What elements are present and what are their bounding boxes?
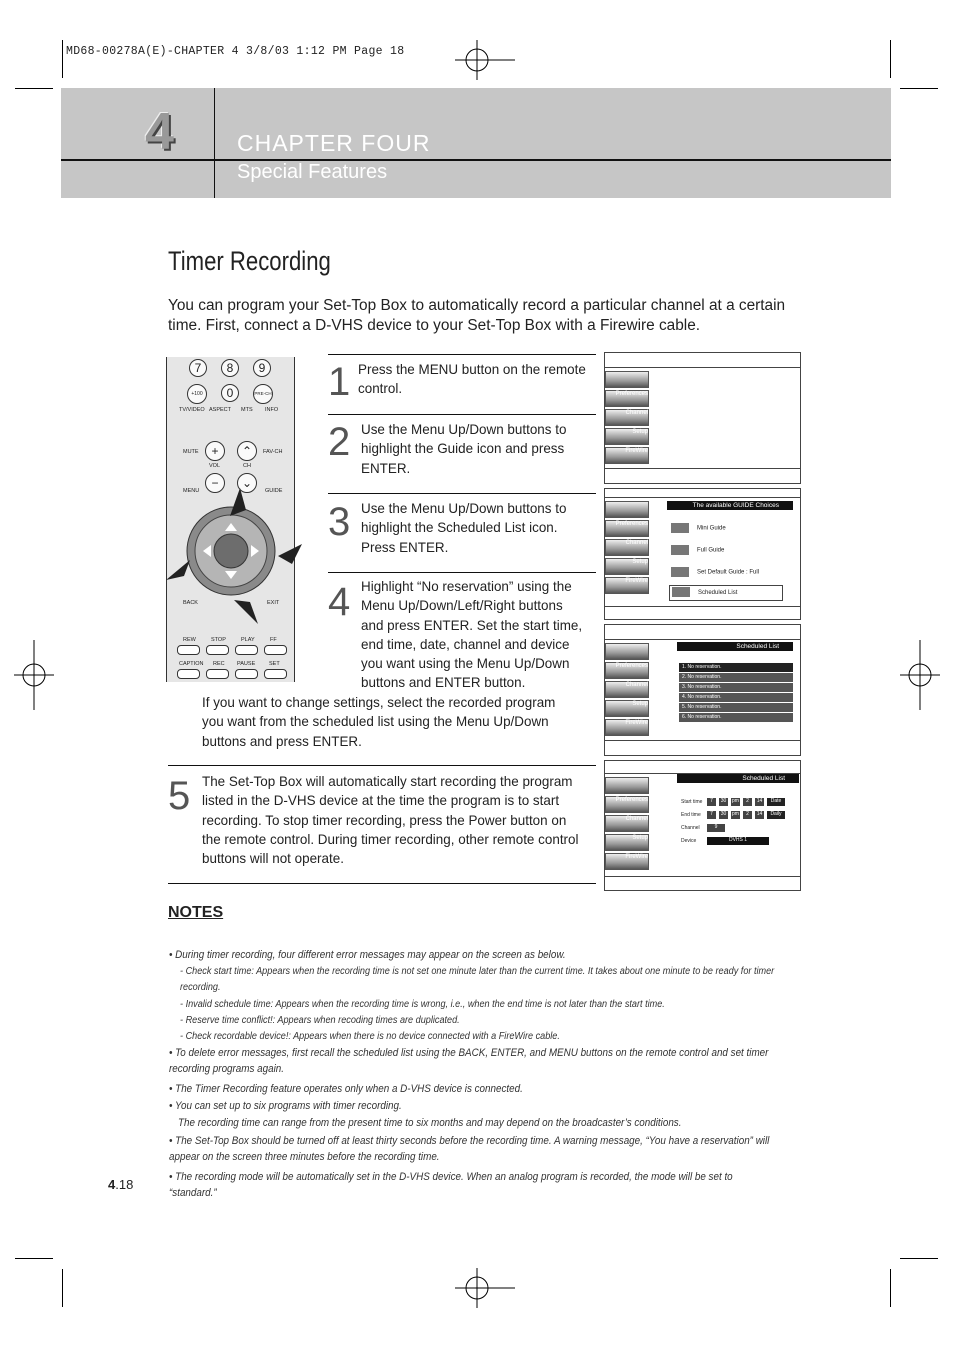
time-field: 14 — [756, 798, 763, 804]
screen-main-menu — [604, 352, 801, 484]
registration-mark-icon — [900, 640, 940, 710]
time-field: 30 — [720, 798, 727, 804]
remote-label: INFO — [265, 407, 279, 413]
crop-mark — [62, 40, 63, 78]
menu-item: Channel — [605, 681, 649, 698]
remote-label: BACK — [183, 600, 198, 606]
time-field: 30 — [720, 811, 727, 817]
reservation-row: 1. No reservation. — [679, 663, 793, 672]
note-item: • The Set-Top Box should be turned off at least thirty seconds before the recording time. A warning message, “You have a reservation” will appear on the screen three minutes before the recording time. — [169, 1135, 770, 1163]
remote-digit-button: +100 — [187, 384, 207, 404]
step-number: 2 — [328, 420, 351, 464]
channel-up-button: ⌃ — [237, 441, 257, 461]
note-subitem: - Reserve time conflict!: Appears when recoding times are duplicated. — [180, 1015, 460, 1026]
step-number: 1 — [328, 360, 351, 404]
section-title: Special Features — [237, 161, 388, 183]
remote-label: REC — [213, 661, 225, 667]
field-label: Channel — [681, 825, 700, 831]
step-divider — [328, 414, 596, 415]
registration-mark-icon — [14, 640, 54, 710]
guide-option-label: Full Guide — [697, 547, 725, 554]
step-text: Press the MENU button on the remote control. — [358, 361, 586, 397]
end-time-fields — [707, 811, 785, 819]
remote-label: TV/VIDEO — [179, 407, 205, 413]
note-item: • The Timer Recording feature operates only when a D-VHS device is connected. — [169, 1083, 523, 1095]
remote-label: ASPECT — [209, 407, 232, 413]
guide-option-icon — [671, 523, 689, 533]
time-field: pm — [732, 798, 739, 804]
remote-label: GUIDE — [265, 488, 283, 494]
menu-item: Preferences — [605, 520, 649, 537]
menu-item: FireWire — [605, 447, 649, 464]
remote-label: CAPTION — [179, 661, 204, 667]
header-divider — [214, 88, 215, 198]
remote-label: SET — [269, 661, 280, 667]
remote-label: MTS — [241, 407, 253, 413]
reservation-row: 6. No reservation. — [679, 713, 793, 722]
transport-buttons — [177, 645, 287, 655]
time-field: 7 — [707, 798, 716, 806]
remote-label: FAV-CH — [263, 449, 283, 455]
remote-digit-button: 0 — [221, 384, 239, 402]
screen-guide-choices — [604, 488, 801, 620]
remote-label: MENU — [183, 488, 200, 494]
step-divider — [328, 493, 596, 494]
note-item: • The recording mode will be automatically set in the D-VHS device. When an analog program is recorded, the mode will be set to “standard.” — [169, 1171, 733, 1199]
screen-scheduled-list — [604, 624, 801, 756]
remote-label: FF — [270, 637, 277, 643]
channel-field: 9 — [707, 824, 725, 832]
crop-mark — [890, 1269, 891, 1307]
chapter-header — [61, 88, 891, 198]
reservation-row: 4. No reservation. — [679, 693, 793, 702]
guide-option-icon — [671, 545, 689, 555]
page-index: .18 — [115, 1177, 134, 1192]
menu-item — [605, 501, 649, 518]
menu-item: Channel — [605, 815, 649, 832]
note-subitem: - Invalid schedule time: Appears when the recording time is wrong, i.e., when the end time is not later than the start time. — [180, 999, 665, 1010]
time-field: 14 — [756, 811, 763, 817]
remote-digit-button: 9 — [253, 359, 271, 377]
guide-option-selected — [669, 585, 783, 601]
page-number — [108, 1177, 133, 1192]
menu-item: Channel — [605, 409, 649, 426]
remote-digit-button: PRE-CH — [253, 384, 273, 404]
page-title: Timer Recording — [168, 246, 331, 276]
crop-mark — [900, 88, 938, 89]
note-item: • To delete error messages, first recall the scheduled list using the BACK, ENTER, and MENU buttons on the remote control and set timer recording programs again. — [169, 1047, 769, 1075]
remote-label: VOL — [209, 463, 221, 469]
reservation-row: 3. No reservation. — [679, 683, 793, 692]
time-field: 7 — [707, 811, 716, 819]
note-subitem: - Check start time: Appears when the recording time is not set one minute later than the current time. It takes about one minute to be ready for timer recording. — [180, 966, 775, 993]
registration-mark-icon — [455, 40, 515, 80]
time-field: 2 — [743, 798, 752, 806]
print-slug: MD68-00278A(E)-CHAPTER 4 3/8/03 1:12 PM Page 18 — [66, 45, 405, 58]
menu-item: Setup — [605, 558, 649, 575]
page-chapter: 4 — [108, 1177, 116, 1192]
menu-item: FireWire — [605, 577, 649, 594]
guide-option — [671, 545, 724, 555]
menu-item: Setup — [605, 834, 649, 851]
menu-item: Channel — [605, 539, 649, 556]
remote-label: REW — [183, 637, 196, 643]
date-field: Date — [767, 798, 785, 806]
menu-item: Preferences — [605, 662, 649, 679]
menu-item — [605, 777, 649, 794]
start-time-fields — [707, 798, 785, 806]
remote-label: PAUSE — [237, 661, 256, 667]
step-extra-text: If you want to change settings, select the recorded program you want from the scheduled list using the Menu Up/Down buttons and press ENTER. — [202, 694, 556, 749]
guide-option-icon — [671, 567, 689, 577]
transport-buttons — [177, 669, 287, 679]
menu-item: FireWire — [605, 853, 649, 870]
channel-down-button: ⌄ — [237, 473, 257, 493]
step-text: Use the Menu Up/Down buttons to highlight the Scheduled List icon. Press ENTER. — [361, 500, 567, 555]
time-field: pm — [732, 811, 739, 817]
menu-item: Preferences — [605, 390, 649, 407]
date-field: Daily — [767, 811, 785, 819]
note-item: • You can set up to six programs with timer recording. — [169, 1100, 402, 1112]
pointer-arrow-icon — [160, 480, 310, 630]
step-text: Use the Menu Up/Down buttons to highlight the Guide icon and press ENTER. — [361, 421, 567, 476]
guide-option-label: Scheduled List — [698, 590, 738, 596]
step-text: The Set-Top Box will automatically start recording the program listed in the D-VHS device at the time the program is to start recording. To stop timer recording, press the Power button on the remote control. During timer recording, other remote control buttons will not operate. — [202, 773, 579, 867]
field-label: End time — [681, 812, 701, 818]
panel-title: The available GUIDE Choices — [667, 501, 793, 510]
note-subitem: - Check recordable device!: Appears when there is no device connected with a FireWire cable. — [180, 1031, 560, 1042]
remote-digit-button: 8 — [221, 359, 239, 377]
note-item: • During timer recording, four different error messages may appear on the screen as below. — [169, 949, 566, 961]
guide-option-label: Mini Guide — [697, 525, 726, 532]
panel-title: Scheduled List — [677, 642, 793, 651]
remote-label: MUTE — [183, 449, 199, 455]
crop-mark — [900, 1258, 938, 1259]
step-number: 4 — [328, 580, 351, 624]
remote-label: STOP — [211, 637, 226, 643]
remote-label: PLAY — [241, 637, 255, 643]
crop-mark — [15, 88, 53, 89]
menu-item: FireWire — [605, 719, 649, 736]
menu-item: Setup — [605, 428, 649, 445]
reservation-list — [679, 663, 793, 723]
field-label: Start time — [681, 799, 703, 805]
intro-paragraph: You can program your Set-Top Box to automatically record a particular channel at a certain time. First, connect a D-VHS device to your Set-Top Box with a Firewire cable. — [168, 297, 786, 334]
step-number: 5 — [168, 774, 191, 818]
reservation-row: 5. No reservation. — [679, 703, 793, 712]
reservation-row: 2. No reservation. — [679, 673, 793, 682]
panel-title: Scheduled List — [677, 774, 799, 783]
device-field: DVHS 1 — [707, 837, 769, 845]
step-divider — [168, 765, 596, 766]
field-label: Device — [681, 838, 697, 844]
step-divider — [328, 572, 596, 573]
header-rule — [61, 159, 891, 161]
notes-heading: NOTES — [168, 904, 224, 921]
menu-item — [605, 643, 649, 660]
crop-mark — [62, 1269, 63, 1307]
menu-item — [605, 371, 649, 388]
registration-mark-icon — [455, 1268, 515, 1308]
screen-schedule-settings — [604, 760, 801, 891]
volume-up-button: + — [205, 441, 225, 461]
menu-item: Setup — [605, 700, 649, 717]
step-divider — [328, 354, 596, 355]
time-field: 2 — [743, 811, 752, 819]
step-text: Highlight “No reservation” using the Menu Up/Down/Left/Right buttons and press ENTER. Set the start time, end time, date, channel and device you want using the Menu Up/Down buttons and ENTER button. — [361, 578, 583, 691]
guide-option-icon — [672, 587, 690, 597]
remote-label: CH — [243, 463, 251, 469]
remote-digit-button: 7 — [189, 359, 207, 377]
remote-label: EXIT — [267, 600, 280, 606]
crop-mark — [15, 1258, 53, 1259]
step-number: 3 — [328, 500, 351, 544]
guide-option — [671, 567, 759, 577]
chapter-label: CHAPTER FOUR — [237, 130, 431, 156]
step-divider — [168, 883, 596, 884]
note-item: The recording time can range from the present time to six months and may depend on the broadcaster’s conditions. — [178, 1117, 682, 1129]
guide-option-label: Set Default Guide : Full — [697, 569, 760, 576]
menu-item: Preferences — [605, 796, 649, 813]
crop-mark — [890, 40, 891, 78]
volume-down-button: − — [205, 473, 225, 493]
chapter-number: 4 — [145, 103, 174, 161]
guide-option — [671, 523, 726, 533]
